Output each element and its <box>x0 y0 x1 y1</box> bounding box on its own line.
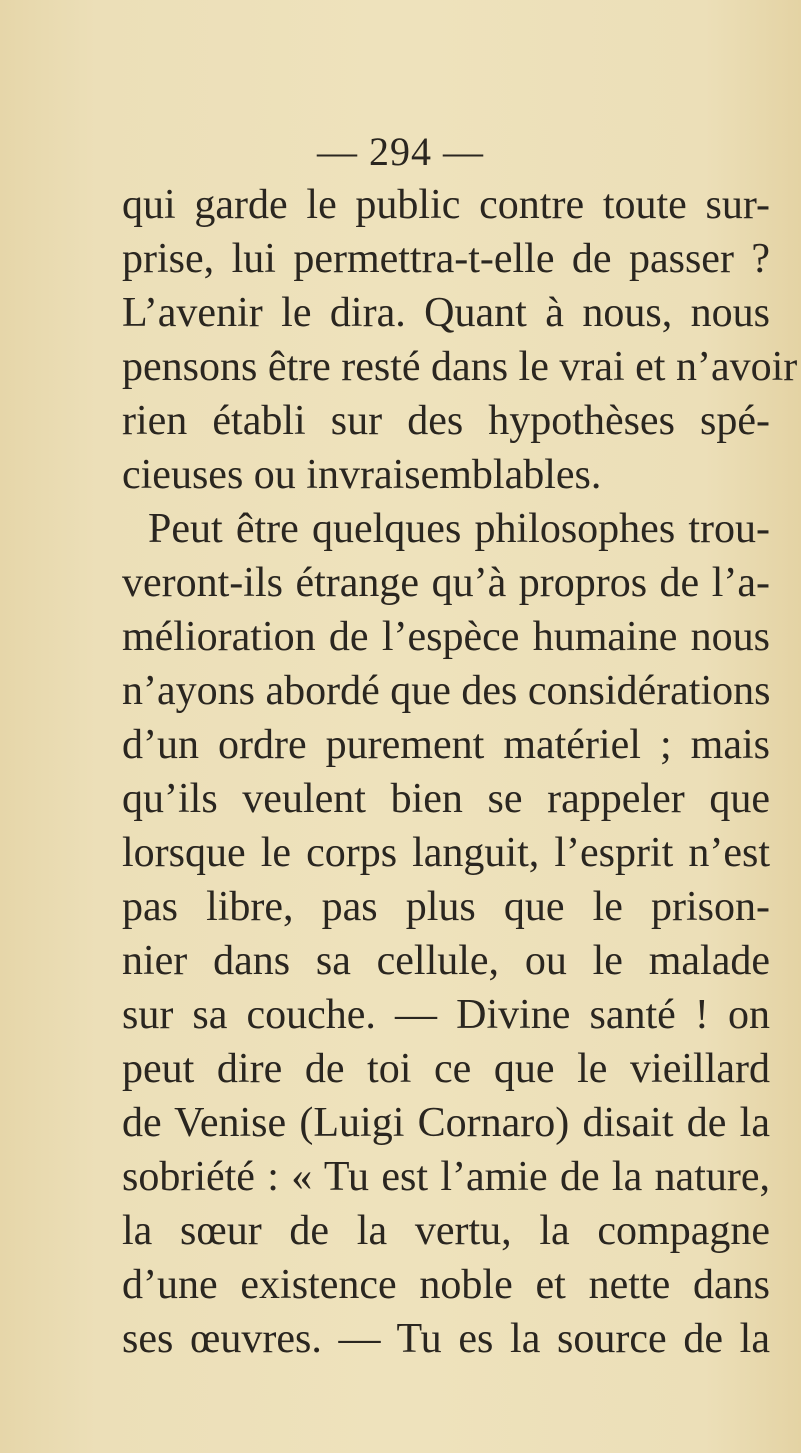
text-line: d’une existence noble et nette dans <box>122 1262 770 1308</box>
text-line: lorsque le corps languit, l’esprit n’est <box>122 830 770 876</box>
body-text <box>122 178 798 1366</box>
text-line: rien établi sur des hypothèses spé- <box>122 398 770 444</box>
text-line: la sœur de la vertu, la compagne <box>122 1208 770 1254</box>
text-line: pensons être resté dans le vrai et n’avoir <box>122 344 798 390</box>
paragraph-end-line: cieuses ou invraisemblables. <box>122 452 602 498</box>
text-line: sur sa couche. — Divine santé ! on <box>122 992 770 1038</box>
text-line: nier dans sa cellule, ou le malade <box>122 938 770 984</box>
text-line: prise, lui permettra-t-elle de passer ? <box>122 236 770 282</box>
text-line: pas libre, pas plus que le prison- <box>122 884 770 930</box>
text-line: ses œuvres. — Tu es la source de la <box>122 1316 770 1362</box>
text-line: sobriété : « Tu est l’amie de la nature, <box>122 1154 770 1200</box>
text-line: peut dire de toi ce que le vieillard <box>122 1046 770 1092</box>
text-line: veront-ils étrange qu’à propros de l’a- <box>122 560 770 606</box>
text-line: d’un ordre purement matériel ; mais <box>122 722 770 768</box>
text-line: de Venise (Luigi Cornaro) disait de la <box>122 1100 770 1146</box>
paragraph-start-line: Peut être quelques philosophes trou- <box>148 506 770 552</box>
page-number: — 294 — <box>317 129 484 174</box>
text-line: qu’ils veulent bien se rappeler que <box>122 776 770 822</box>
text-line: n’ayons abordé que des considérations <box>122 668 771 714</box>
text-line: L’avenir le dira. Quant à nous, nous <box>122 290 770 336</box>
text-line: qui garde le public contre toute sur- <box>122 182 770 228</box>
text-line: mélioration de l’espèce humaine nous <box>122 614 770 660</box>
